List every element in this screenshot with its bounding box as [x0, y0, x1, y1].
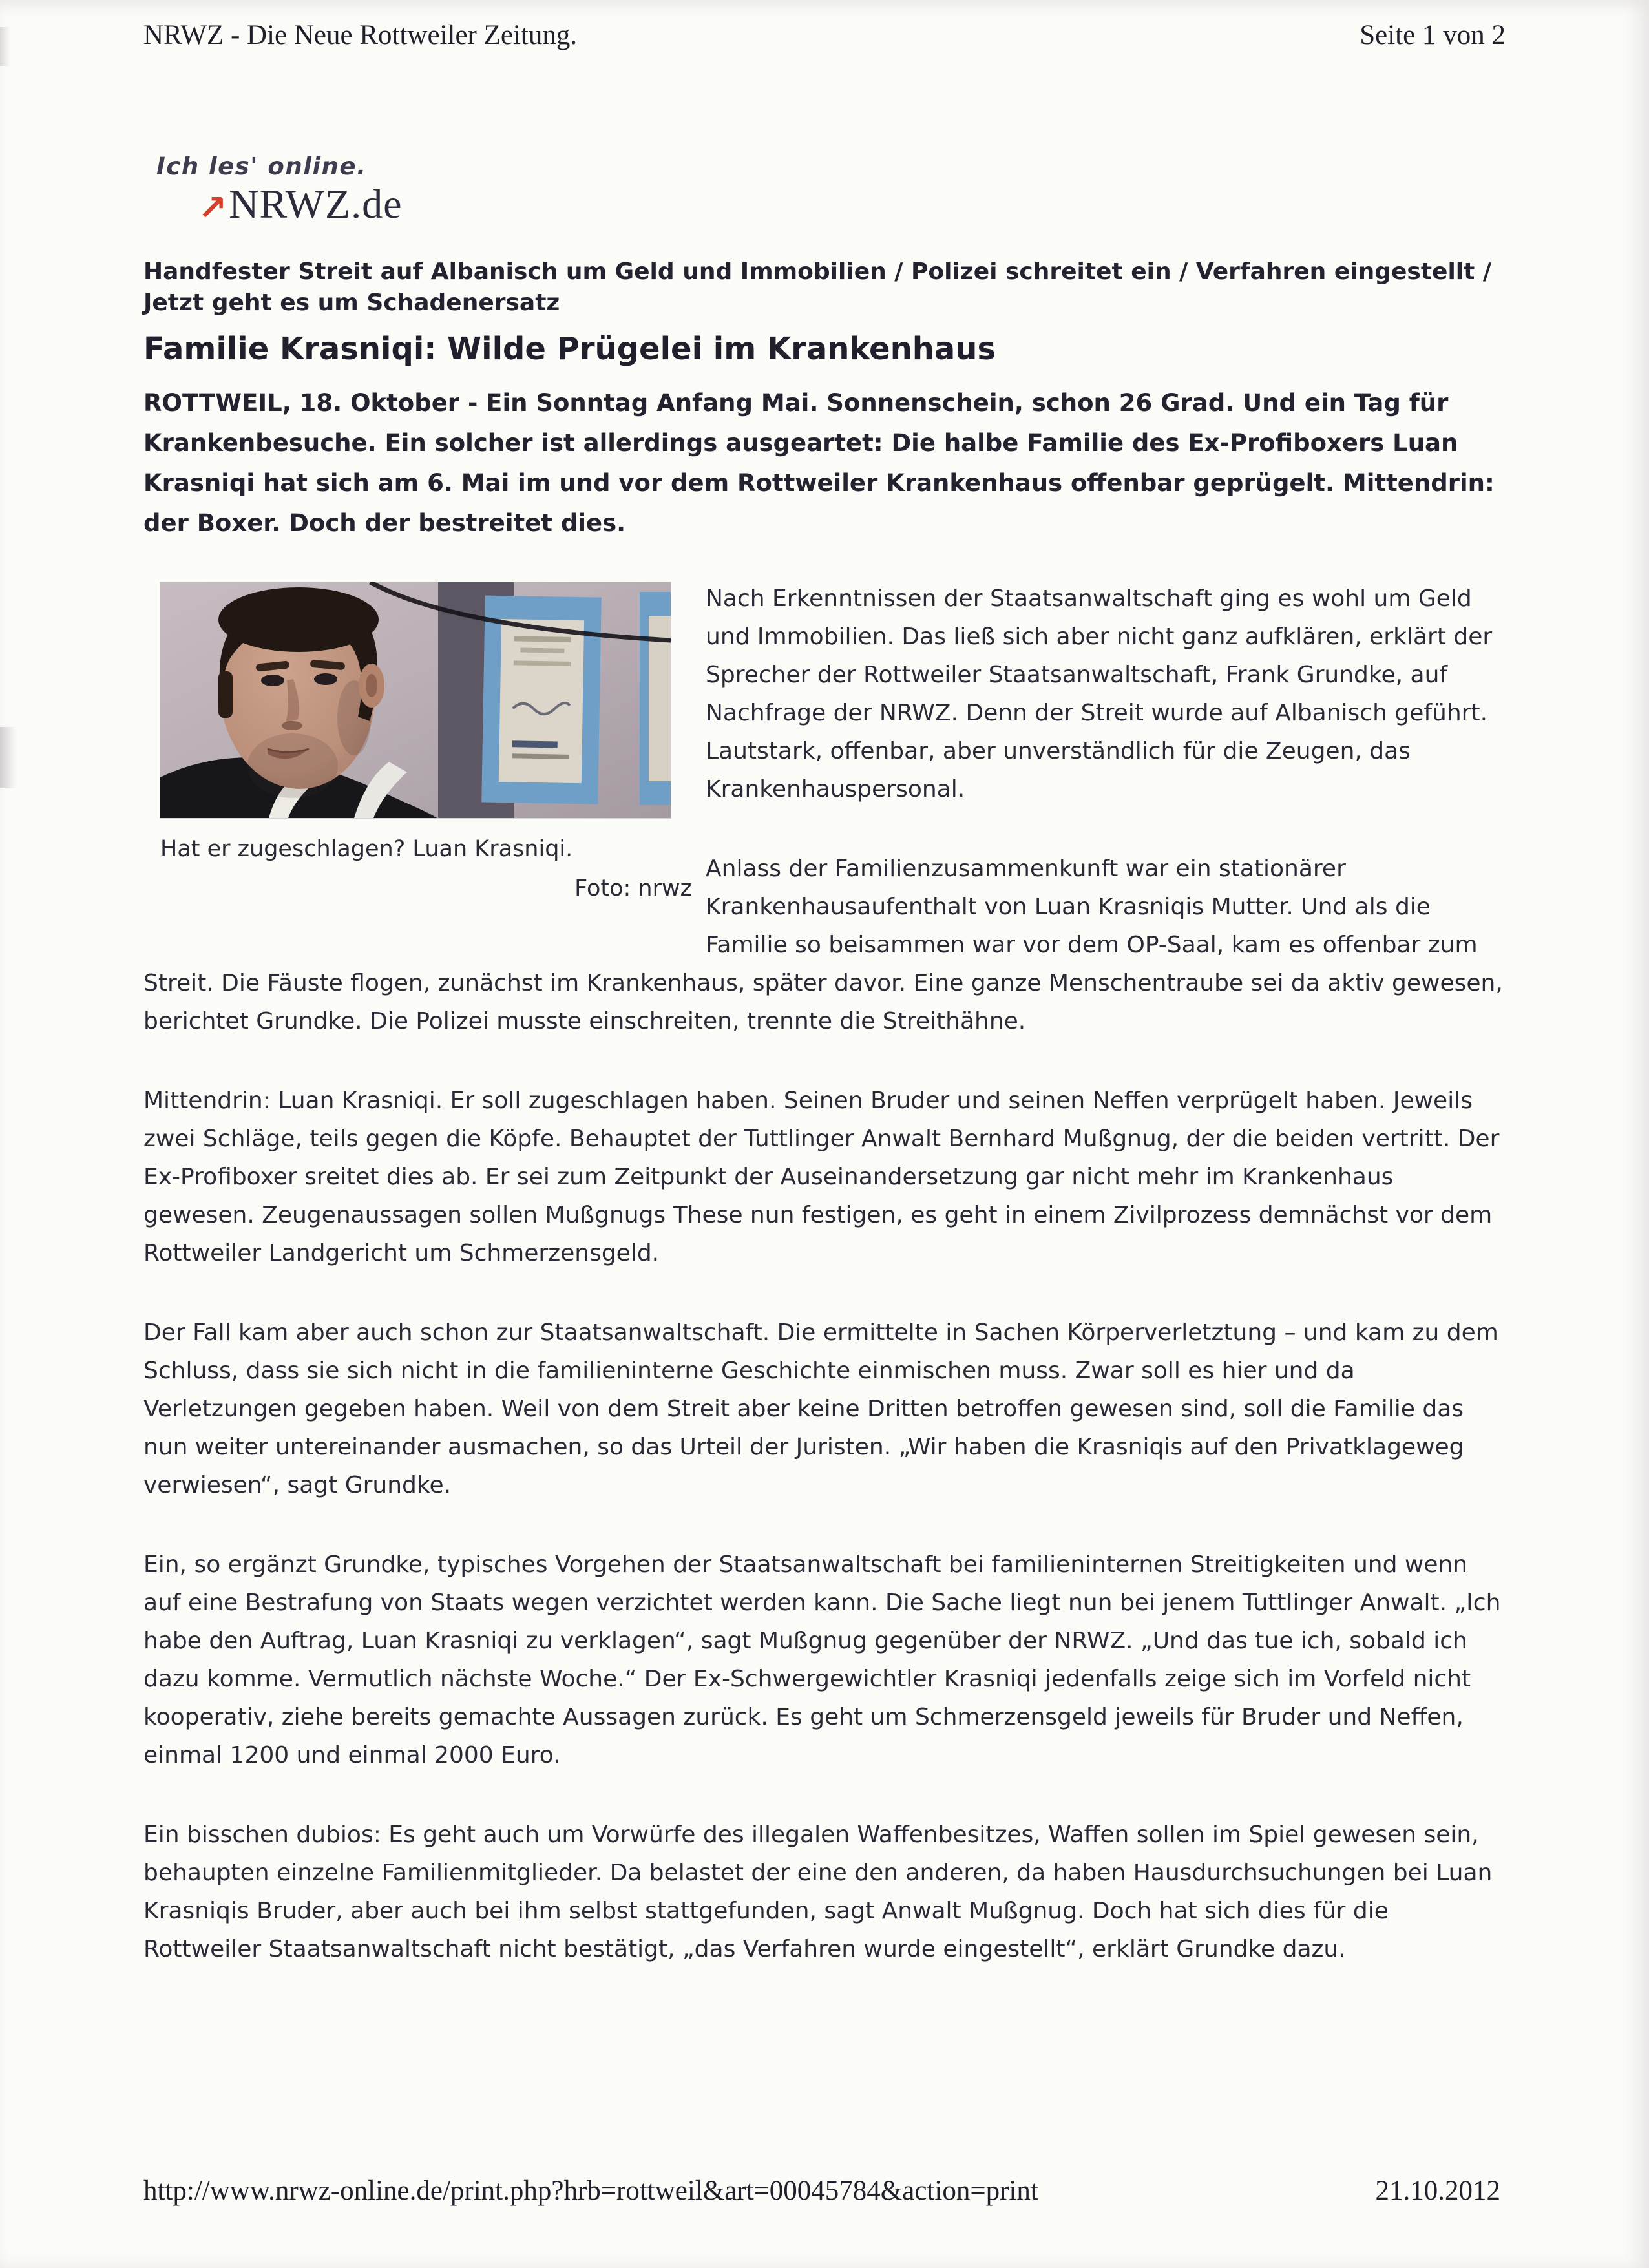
logo-brand-text: NRWZ.de [229, 181, 403, 227]
footer-date: 21.10.2012 [1375, 2176, 1500, 2206]
article-lead: ROTTWEIL, 18. Oktober - Ein Sonntag Anfang Mai. Sonnenschein, schon 26 Grad. Und ein Tag für Krankenbesuche. Ein solcher ist allerdings ausgeartet: Die halbe Familie des Ex-Profiboxers Luan Krasniqi hat sich am 6. Mai im und vor dem Rottweiler Krankenhaus offenbar geprügelt. Mittendrin: der Boxer. Doch der bestreitet dies. [143, 389, 1495, 537]
article-body [143, 580, 1507, 1968]
article-paragraph: Mittendrin: Luan Krasniqi. Er soll zugeschlagen haben. Seinen Bruder und seinen Neffen verprügelt haben. Jeweils zwei Schläge, teils gegen die Köpfe. Behauptet der Tuttlinger Anwalt Bernhard Mußgnug, der die beiden vertritt. Der Ex-Profiboxer sreitet dies ab. Er sei zum Zeitpunkt der Auseinandersetzung gar nicht mehr im Krankenhaus gewesen. Zeugenaussagen sollen Mußgnugs These nun festigen, es geht in einem Zivilprozess demnächst vor dem Rottweiler Landgericht um Schmerzensgeld. [143, 1087, 1500, 1266]
print-header [143, 19, 1506, 51]
photo-caption: Hat er zugeschlagen? Luan Krasniqi. [160, 836, 573, 862]
newspaper-title: NRWZ - Die Neue Rottweiler Zeitung. [143, 20, 578, 50]
scan-smudge [0, 27, 10, 66]
photo-poster-right [640, 592, 671, 805]
article-headline: Familie Krasniqi: Wilde Prügelei im Krankenhaus [143, 331, 996, 367]
nrwz-logo [143, 152, 1507, 228]
logo-tagline: Ich les' online. [156, 152, 367, 180]
article-paragraph: Anlass der Familienzusammenkunft war ein stationärer Krankenhausaufenthalt von Luan Krasniqis Mutter. Und als die Familie so beisammen war vor dem OP-Saal, kam es offenbar zum Streit. Die Fäuste flogen, zunächst im Krankenhaus, später davor. Eine ganze Menschentraube sei da aktiv gewesen, berichtet Grundke. Die Polizei musste einschreiten, trennte die Streithähne. [143, 856, 1503, 1034]
krasniqi-photo [160, 582, 671, 818]
print-footer [143, 2175, 1500, 2207]
article-content [143, 152, 1507, 2010]
article-kicker: Handfester Streit auf Albanisch um Geld und Immobilien / Polizei schreitet ein / Verfahren eingestellt / Jetzt geht es um Schadenersatz [143, 258, 1492, 316]
article-paragraph: Nach Erkenntnissen der Staatsanwaltschaft ging es wohl um Geld und Immobilien. Das ließ sich aber nicht ganz aufklären, erklärt der Sprecher der Rottweiler Staatsanwaltschaft, Frank Grundke, auf Nachfrage der NRWZ. Denn der Streit wurde auf Albanisch geführt. Lautstark, offenbar, aber unverständlich für die Zeugen, das Krankenhauspersonal. [706, 585, 1493, 803]
photo-figure [160, 582, 692, 935]
article-paragraph: Ein bisschen dubios: Es geht auch um Vorwürfe des illegalen Waffenbesitzes, Waffen sollen im Spiel gewesen sein, behaupten einzelne Familienmitglieder. Da belastet der eine den anderen, da haben Hausdurchsuchungen bei Luan Krasniqis Bruder, aber auch bei ihm selbst stattgefunden, sagt Anwalt Mußgnug. Doch hat sich dies für die Rottweiler Staatsanwaltschaft nicht bestätigt, „das Verfahren wurde eingestellt“, erklärt Grundke dazu. [143, 1822, 1493, 1962]
footer-url: http://www.nrwz-online.de/print.php?hrb=rottweil&art=00045784&action=print [143, 2176, 1038, 2206]
northeast-arrow-icon: ↗ [198, 187, 227, 228]
scan-smudge [0, 727, 17, 788]
photo-credit: Foto: nrwz [574, 876, 692, 901]
article-paragraph: Der Fall kam aber auch schon zur Staatsanwaltschaft. Die ermittelte in Sachen Körperverletztung – und kam zu dem Schluss, dass sie sich nicht in die familieninterne Geschichte einmischen muss. Zwar soll es hier und da Verletzungen gegeben haben. Weil von dem Streit aber keine Dritten betroffen gewesen sind, soll die Familie das nun weiter untereinander ausmachen, so das Urteil der Juristen. „Wir haben die Krasniqis auf den Privatklageweg verwiesen“, sagt Grundke. [143, 1319, 1498, 1498]
logo-brand-row [198, 180, 1507, 228]
page-number: Seite 1 von 2 [1360, 20, 1506, 50]
krasniqi-photo-illustration [160, 582, 671, 818]
article-paragraph: Ein, so ergänzt Grundke, typisches Vorgehen der Staatsanwaltschaft bei familieninternen Streitigkeiten und wenn auf eine Bestrafung von Staats wegen verzichtet werden kann. Die Sache liegt nun bei jenem Tuttlinger Anwalt. „Ich habe den Auftrag, Luan Krasniqi zu verklagen“, sagt Mußgnug gegenüber der NRWZ. „Und das tue ich, sobald ich dazu komme. Vermutlich nächste Woche.“ Der Ex-Schwergewichtler Krasniqi jedenfalls zeige sich im Vorfeld nicht kooperativ, ziehe bereits gemachte Aussagen zurück. Es geht um Schmerzensgeld jeweils für Bruder und Neffen, einmal 1200 und einmal 2000 Euro. [143, 1551, 1501, 1769]
